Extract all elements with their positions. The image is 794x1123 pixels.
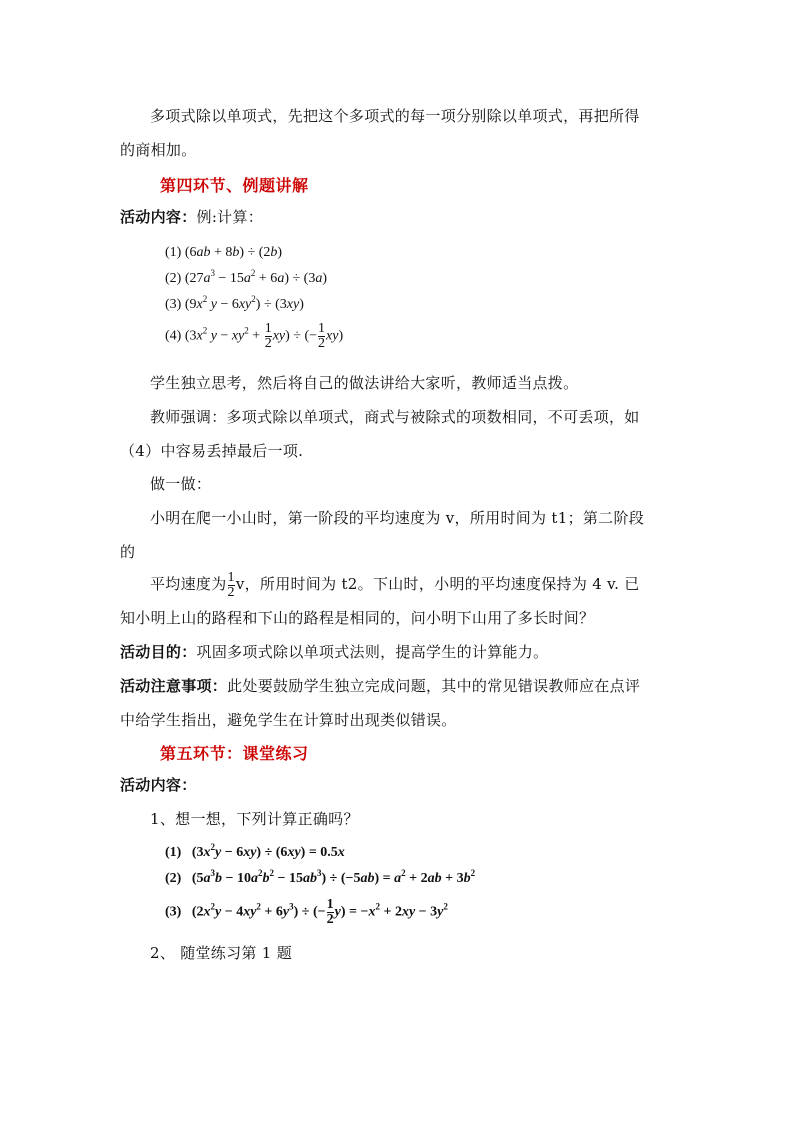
- activity-content-text: 例:计算：: [196, 208, 264, 226]
- example-1: (1) (6ab + 8b) ÷ (2b): [165, 245, 283, 260]
- emphasis-line-2: （4）中容易丢掉最后一项.: [120, 442, 304, 460]
- section5-activity-label: 活动内容：: [120, 776, 197, 794]
- section5-heading: 第五环节：课堂练习: [160, 744, 309, 763]
- exercise-2: (2) $(5a^3b - 10a^2b^2 - 15ab^3) \div (-5ab) = a^2 + 2ab + 3b^2$: [165, 868, 476, 886]
- do-it-label: 做一做：: [150, 475, 212, 493]
- activity-note-line-2: 中给学生指出，避免学生在计算时出现类似错误。: [120, 711, 457, 729]
- xiaoming-line-3: 平均速度为 $\frac{1}{2}$ v，所用时间为 t2。下山时，小明的平均速度保持为 4 v. 已: [150, 569, 640, 600]
- xiaoming-line-2: 的: [120, 543, 136, 561]
- fraction-half: $\frac{1}{2}$: [227, 569, 235, 600]
- fraction-half: $\frac{1}{2}$: [318, 321, 326, 351]
- section4-heading: 第四环节、例题讲解: [160, 176, 309, 195]
- section4-activity: [120, 207, 263, 227]
- question-2: 2、 随堂练习第 1 题: [150, 944, 292, 962]
- question-1: 1、想一想，下列计算正确吗？: [150, 810, 359, 828]
- intro-line-1: 多项式除以单项式，先把这个多项式的每一项分别除以单项式，再把所得: [150, 107, 640, 125]
- exercise-3: (3) $(2x^2y - 4xy^2 + 6y^3)$ ÷ (− $\frac{1}{2}$ $y) = -x^2 + 2xy - 3y^2$: [165, 897, 448, 927]
- activity-goal: 活动目的：巩固多项式除以单项式法则，提高学生的计算能力。: [120, 643, 549, 661]
- activity-note-line-1: 活动注意事项：此处要鼓励学生独立完成问题，其中的常见错误教师应在点评: [120, 677, 641, 695]
- fraction-half: $\frac{1}{2}$: [326, 897, 334, 927]
- activity-content-label: 活动内容：: [120, 208, 197, 226]
- fraction-half: $\frac{1}{2}$: [264, 321, 272, 351]
- xiaoming-line-1: 小明在爬一小山时，第一阶段的平均速度为 v，所用时间为 t1；第二阶段: [150, 509, 645, 527]
- intro-line-2: 的商相加。: [120, 141, 197, 159]
- example-3: (3) ($9x^2$ $y - 6xy^2) \div (3xy)$: [165, 294, 304, 312]
- example-4: (4) ($3x^2$ $y - xy^2$ + $\frac{1}{2}$ xy) ÷ (− $\frac{1}{2}$ xy): [165, 321, 344, 351]
- exercise-1: (1) $(3x^2y - 6xy) \div (6xy) = 0.5x$: [165, 842, 345, 860]
- emphasis-line-1: 教师强调：多项式除以单项式，商式与被除式的项数相同，不可丢项，如: [150, 408, 640, 426]
- xiaoming-line-4: 知小明上山的路程和下山的路程是相同的，问小明下山用了多长时间？: [120, 609, 595, 627]
- example-2: (2) $(27a^3 - 15a^2 + 6a) \div (3a)$: [165, 268, 327, 286]
- think-paragraph: 学生独立思考，然后将自己的做法讲给大家听，教师适当点拨。: [150, 374, 579, 392]
